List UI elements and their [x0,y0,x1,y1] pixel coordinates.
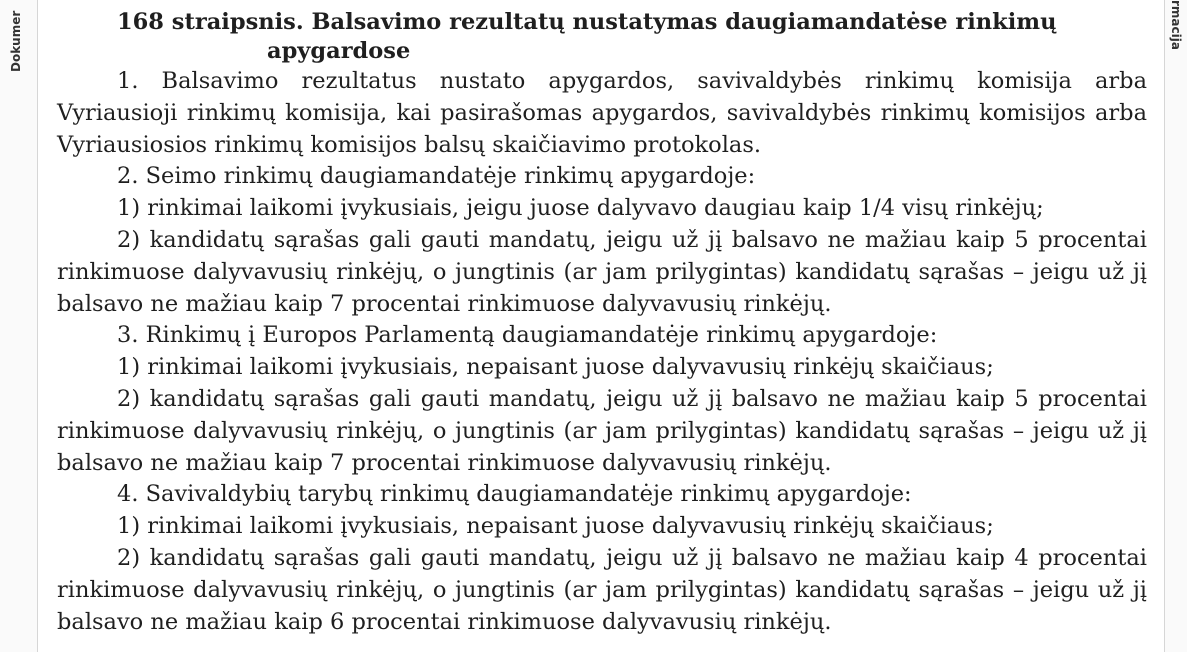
paragraph-3: 3. Rinkimų į Europos Parlamentą daugiamandatėje rinkimų apygardoje: [117,322,938,349]
left-margin [0,0,38,652]
right-side-label [1167,0,1187,60]
paragraph-1: 1. Balsavimo rezultatus nustato apygardos, savivaldybės rinkimų komisija arba Vyriausioji rinkimų komisija, kai pasirašomas apygardos, savivaldybės rinkimų komisijos arba Vyriausiosios rinkimų komisijos balsų skaičiavimo protokolas. [57,68,1147,158]
paragraph-3-item-2: 2) kandidatų sąrašas gali gauti mandatų, jeigu už jį balsavo ne mažiau kaip 5 procentai rinkimuose dalyvavusių rinkėjų, o jungtinis (ar jam prilygintas) kandidatų sąrašas – jeigu už jį balsavo ne mažiau kaip 7 procentai rinkimuose dalyvavusių rinkėjų. [57,385,1147,476]
paragraph-4-item-2: 2) kandidatų sąrašas gali gauti mandatų, jeigu už jį balsavo ne mažiau kaip 4 procentai rinkimuose dalyvavusių rinkėjų, o jungtinis (ar jam prilygintas) kandidatų sąrašas – jeigu už jį balsavo ne mažiau kaip 6 procentai rinkimuose dalyvavusių rinkėjų. [57,544,1147,635]
right-margin-divider [1164,0,1165,652]
left-side-label-text: Dokumer [9,10,23,72]
article-title-line2: apygardose [267,38,411,64]
article-body [57,8,1147,638]
left-side-label [9,2,29,72]
paragraph-4-item-1: 1) rinkimai laikomi įvykusiais, nepaisant juose dalyvavusių rinkėjų skaičiaus; [117,513,994,540]
article-title-line1: 168 straipsnis. Balsavimo rezultatų nustatymas daugiamandatėse rinkimų [117,9,1057,35]
paragraph-2-item-1: 1) rinkimai laikomi įvykusiais, jeigu juose dalyvavo daugiau kaip 1/4 visų rinkėjų; [117,195,1044,222]
paragraph-4: 4. Savivaldybių tarybų rinkimų daugiamandatėje rinkimų apygardoje: [117,481,912,508]
left-margin-divider [37,0,38,652]
right-margin [1164,0,1187,652]
paragraph-2: 2. Seimo rinkimų daugiamandatėje rinkimų apygardoje: [117,163,756,190]
paragraph-3-item-1: 1) rinkimai laikomi įvykusiais, nepaisant juose dalyvavusių rinkėjų skaičiaus; [117,354,994,381]
article-title [57,8,1147,66]
right-side-label-text: rmacija [1169,0,1183,50]
paragraph-2-item-2: 2) kandidatų sąrašas gali gauti mandatų, jeigu už jį balsavo ne mažiau kaip 5 procentai rinkimuose dalyvavusių rinkėjų, o jungtinis (ar jam prilygintas) kandidatų sąrašas – jeigu už jį balsavo ne mažiau kaip 7 procentai rinkimuose dalyvavusių rinkėjų. [57,226,1147,317]
